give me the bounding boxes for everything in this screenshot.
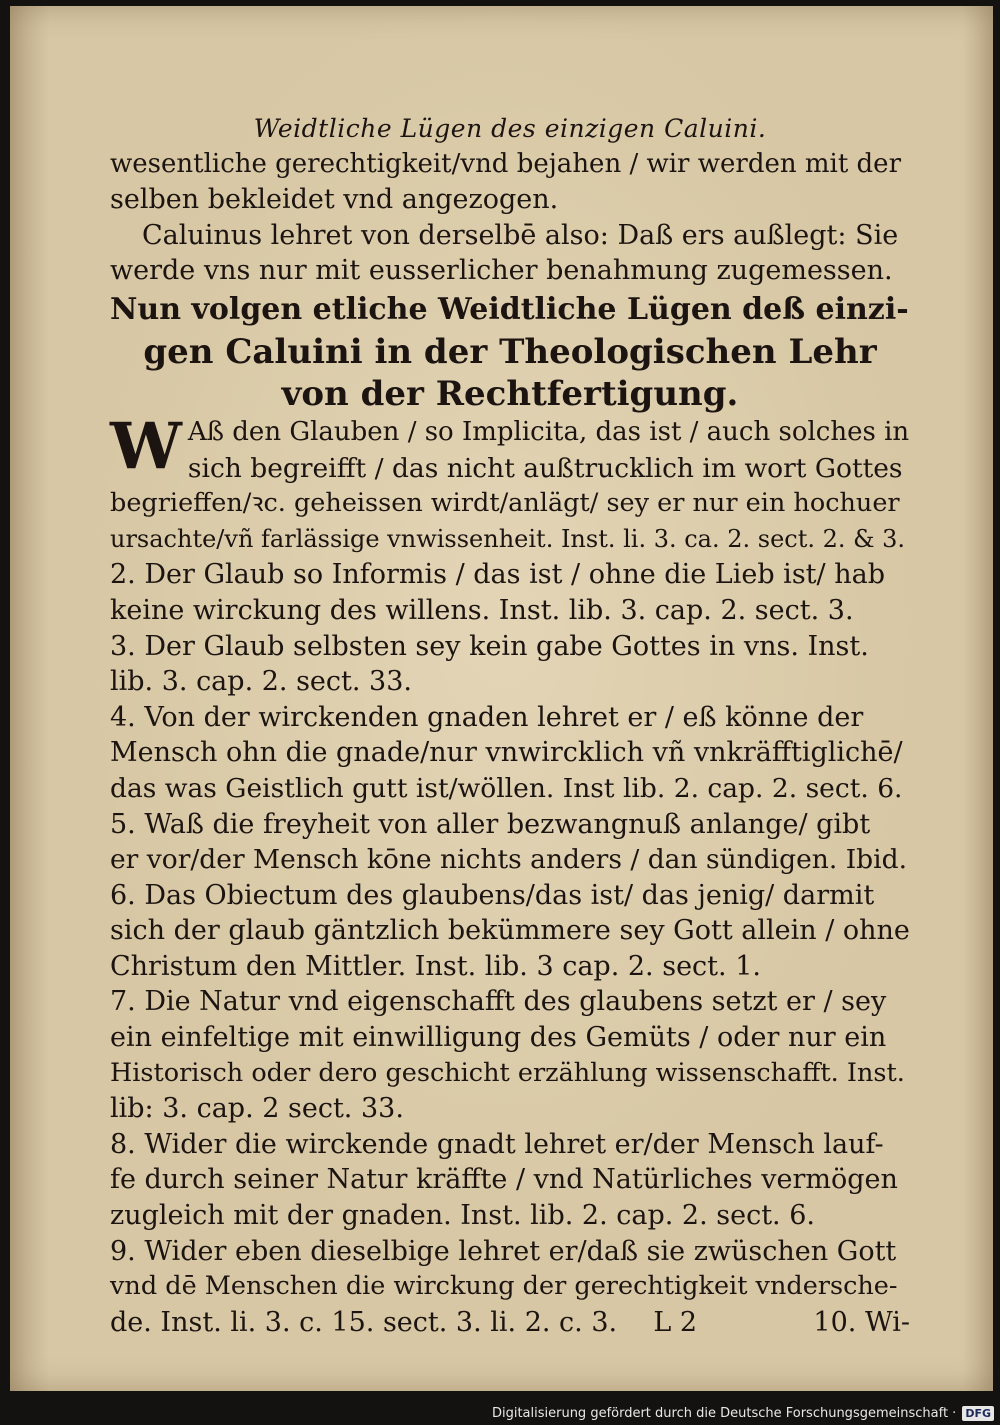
text-line: begrieffen/ꝛc. geheissen wirdt/anlägt/ sey er nur ein hochuer	[110, 488, 900, 519]
credit-text: Digitalisierung gefördert durch die Deutsche Forschungsgemeinschaft ·	[491, 1406, 957, 1421]
text-line: 3. Der Glaub selbsten sey kein gabe Gottes in vns. Inst.	[110, 630, 869, 662]
text-line: werde vns nur mit eusserlicher benahmung zugemessen.	[110, 255, 893, 287]
text-line: wesentliche gerechtigkeit/vnd bejahen / wir werden mit der	[110, 148, 901, 179]
numbered-item	[110, 700, 910, 807]
dfg-logo: DFG	[962, 1406, 994, 1421]
text-line: zugleich mit der gnaden. Inst. lib. 2. cap. 2. sect. 6.	[110, 1200, 815, 1232]
numbered-item	[110, 629, 910, 700]
section-heading: Nun volgen etliche Weidtliche Lügen deß einzi-	[110, 291, 909, 327]
text-line: 9. Wider eben dieselbige lehret er/daß sie zwüschen Gott	[110, 1235, 897, 1267]
page-text	[110, 111, 910, 1340]
text-line: selben bekleidet vnd angezogen.	[110, 184, 559, 216]
numbered-item	[110, 1127, 910, 1234]
text-line: lib: 3. cap. 2 sect. 33.	[110, 1093, 404, 1125]
drop-initial: W	[110, 408, 182, 484]
running-head: Weidtliche Lügen des einzigen Caluini.	[253, 114, 767, 143]
text-line: Christum den Mittler. Inst. lib. 3 cap. 2. sect. 1.	[110, 950, 761, 982]
text-line: lib. 3. cap. 2. sect. 33.	[110, 666, 412, 698]
text-line: vnd dē Menschen die wirckung der gerechtigkeit vndersche-	[110, 1271, 898, 1302]
text-line: keine wirckung des willens. Inst. lib. 3. cap. 2. sect. 3.	[110, 594, 854, 626]
text-line: fe durch seiner Natur kräffte / vnd Natürliches vermögen	[110, 1164, 898, 1196]
text-line: 8. Wider die wirckende gnadt lehret er/der Mensch lauf-	[110, 1128, 884, 1160]
text-line: Aß den Glauben / so Implicita, das ist / auch solches in	[187, 416, 910, 447]
numbered-item	[110, 557, 910, 628]
signature-mark: L 2	[653, 1306, 698, 1338]
numbered-item	[110, 807, 910, 878]
text-line: sich der glaub gäntzlich bekümmere sey Gott allein / ohne	[110, 915, 910, 947]
text-line: Caluinus lehret von derselbē also: Daß ers außlegt: Sie	[142, 219, 899, 251]
numbered-item	[110, 1234, 910, 1305]
text-line: 6. Das Obiectum des glaubens/das ist/ das jenig/ darmit	[110, 879, 875, 911]
numbered-items	[110, 557, 910, 1304]
text-line: ursachte/vñ farlässige vnwissenheit. Inst. li. 3. ca. 2. sect. 2. & 3.	[110, 524, 906, 553]
page-footer	[110, 1305, 910, 1341]
text-line: sich begreifft / das nicht außtrucklich im wort Gottes	[187, 452, 903, 484]
footer-reference: de. Inst. li. 3. c. 15. sect. 3. li. 2. c. 3.	[110, 1306, 618, 1338]
numbered-item	[110, 878, 910, 985]
text-line: 5. Waß die freyheit von aller bezwangnuß anlange/ gibt	[110, 808, 871, 840]
section-heading: von der Rechtfertigung.	[281, 373, 739, 414]
numbered-item	[110, 984, 910, 1126]
text-line: 4. Von der wirckenden gnaden lehret er / eß könne der	[110, 701, 864, 733]
text-line: Mensch ohn die gnade/nur vnwircklich vñ vnkräfftiglichē/	[110, 737, 903, 769]
text-line: das was Geistlich gutt ist/wöllen. Inst lib. 2. cap. 2. sect. 6.	[110, 772, 903, 804]
digitization-credit	[492, 1406, 994, 1421]
text-line: 2. Der Glaub so Informis / das ist / ohne die Lieb ist/ hab	[110, 559, 885, 591]
text-line: er vor/der Mensch kōne nichts anders / dan sündigen. Ibid.	[110, 844, 907, 876]
text-line: ein einfeltige mit einwilligung des Gemüts / oder nur ein	[110, 1022, 887, 1054]
text-line: 7. Die Natur vnd eigenschafft des glaubens setzt er / sey	[110, 986, 887, 1018]
text-line: Historisch oder dero geschicht erzählung wissenschafft. Inst.	[110, 1057, 905, 1088]
catchword: 10. Wi-	[813, 1306, 910, 1338]
item-1	[110, 408, 910, 557]
section-heading: gen Caluini in der Theologischen Lehr	[143, 331, 877, 372]
book-page	[10, 6, 993, 1391]
